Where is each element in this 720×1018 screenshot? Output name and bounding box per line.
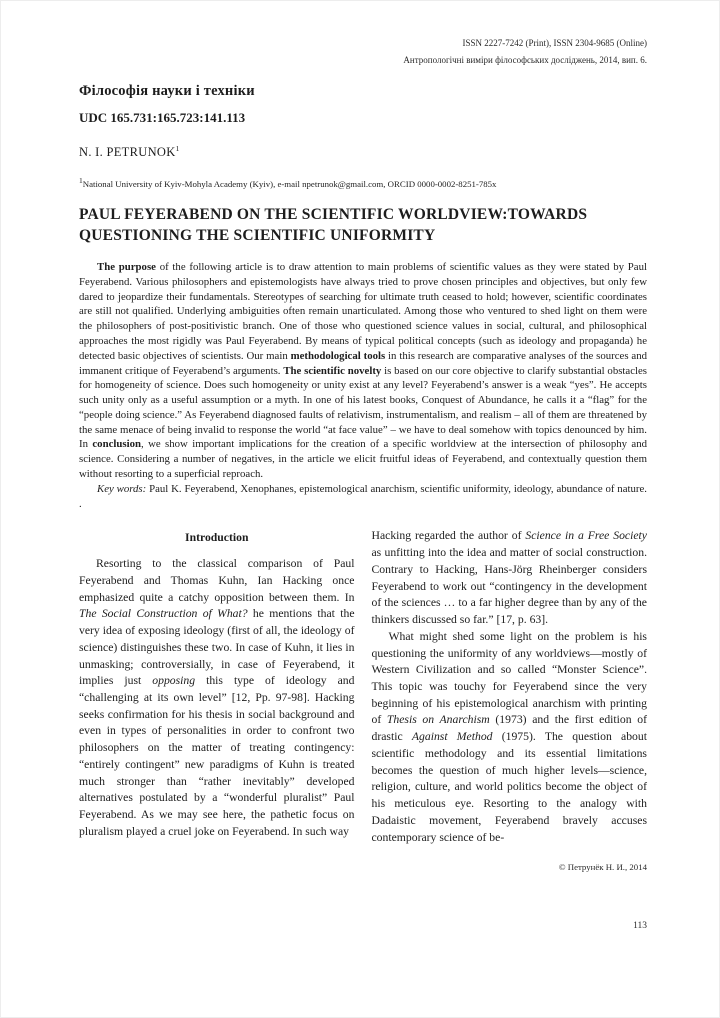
right-column-paragraph — [372, 528, 648, 628]
page-footer — [79, 921, 647, 1017]
abstract-text-run: of the following article is to draw attention to main problems of scientific values as they were stated by Paul Feyerabend. Various philosophers and epistemologists have always tried to prove chosen principles and objectives, but only few dared to jeopardize their fundamentals. Stereotypes of searching for ultimate truth ceased to hold; however, scientific coordinates are still not qualified. Underlying ambiguities often remain unarticulated. Among those who ventured to shed light on them were the philosophers of post-positivistic branch. One of those who questioned science values in social, cultural, and philosophical approaches the most rigidly was Paul Feyerabend. By means of typical political concepts (such as ideology and propaganda) he detected basic objectives of scientists. Our main — [79, 261, 647, 362]
abstract-text-run: is based on our core objective to clarify substantial obstacles for homogeneity of science. Does such homogeneity or unity exist at any level? Feyerabend’s answer is a weak “yes”. He accepts such unity only as a useful assumption or a myth. In one of his latest books, Conquest of Abundance, he calls it a “flag” for the “people doing science.” As Feyerabend diagnosed faults of relativism, instrumentalism, and realism – all of them are threatened by the same menace of being invalid to response the world “at face value” – we have to deal somehow with topics denounced by him. In — [79, 364, 648, 451]
left-column-paragraph — [79, 556, 355, 840]
introduction-heading: Introduction — [185, 531, 249, 545]
abstract-term-conclusion: conclusion — [92, 438, 141, 451]
author-affiliation — [79, 176, 647, 189]
book-title-thesis-on-anarchism: Thesis on Anarchism — [386, 713, 490, 727]
right-column-paragraph — [372, 629, 648, 847]
body-text-run: (1975). The question about scientific methodology and its essential limitations becomes the question of much higher levels—science, religion, culture, and world politics become the object of his meticulous eye. Resorting to the analogy with Dadaistic movement, Feyerabend bravely accuses contemporary science of be- — [371, 730, 647, 844]
body-text-run: Resorting to the classical comparison of Paul Feyerabend and Thomas Kuhn, Ian Hacking once emphasized quite a catchy opposition between them. In — [79, 557, 355, 604]
book-title-social-construction: The Social Construction of What? — [79, 607, 248, 621]
keywords-label: Key words: — [97, 482, 147, 495]
abstract-text-run: in this research are comparative analyses of the sources and immanent critique of Feyerabend’s arguments. — [79, 349, 647, 377]
keywords-text: Paul K. Feyerabend, Xenophanes, epistemological anarchism, scientific uniformity, ideology, abundance of nature. . — [79, 482, 647, 510]
body-text-run: this type of ideology and “challenging at its own level” [12, Pp. 97-98]. Hacking seeks confirmation for his thesis in social background and even in types of personalities in order to confront two philosophers on the matter of treating contingency: “entirely contingent” new paradigms of Kuhn is treated much stronger than “rather inevitably” developed alternatives postulated by a “wonderful pluralist” Paul Feyerabend. As we may see here, the pathetic focus on pluralism played a cruel joke on Feyerabend. In such way — [79, 674, 355, 838]
journal-issue-line: Антропологічні виміри філософських досліджень, 2014, вип. 6. — [403, 55, 647, 66]
author-name — [79, 144, 647, 160]
abstract-paragraph — [79, 260, 647, 482]
journal-section-title: Філософія науки і техніки — [79, 83, 255, 100]
issn-line: ISSN 2227-7242 (Print), ISSN 2304-9685 (Online) — [462, 38, 647, 48]
abstract-term-methodological-tools: methodological tools — [290, 349, 386, 362]
emphasis-opposing: opposing — [152, 674, 196, 688]
body-text-run: he mentions that the very idea of exposing ideology (first of all, the ideology of science) distinguishes these two. In case of Kuhn, it lies in unmasking; controversially, in case of Feyerabend, it implies just — [79, 607, 355, 688]
affiliation-text: National University of Kyiv-Mohyla Academy (Kyiv), e-mail npetrunok@gmail.com, ORCID 0000-0002-8251-785x — [82, 179, 497, 190]
abstract-term-purpose: The purpose — [97, 261, 156, 274]
keywords-paragraph — [79, 482, 647, 512]
author-name-text: N. I. PETRUNOK — [79, 145, 176, 160]
book-title-science-free-society: Science in a Free Society — [525, 529, 647, 543]
article-title: PAUL FEYERABEND ON THE SCIENTIFIC WORLDVIEW:TOWARDS QUESTIONING THE SCIENTIFIC UNIFORMITY — [79, 206, 588, 245]
page-header — [79, 35, 647, 69]
affiliation-footnote-marker: 1 — [79, 176, 83, 186]
two-column-body — [79, 528, 647, 874]
book-title-against-method: Against Method — [411, 730, 493, 744]
left-column — [79, 528, 355, 874]
body-text-run: Hacking regarded the author of — [371, 529, 526, 543]
abstract-text-run: , we show important implications for the creation of a specific worldview at the intersection of philosophy and science. Considering a number of negatives, in the article we elicit fruitful ideas of Feyerabend, and contextually question them without resorting to a superficial reproach. — [79, 438, 647, 481]
abstract-term-scientific-novelty: The scientific novelty — [283, 364, 382, 377]
body-text-run: as unfitting into the idea and matter of social construction. Contrary to Hacking, Hans-Jörg Rheinberger considers Feyerabend to work out “contingency in the development of the sciences … to a far higher degree than by any of the thinkers discussed so far.” [17, p. 63]. — [371, 546, 647, 627]
copyright-line: © Петрунёк Н. И., 2014 — [558, 862, 647, 873]
udc-code: UDC 165.731:165.723:141.113 — [79, 110, 246, 126]
page-number: 113 — [633, 921, 647, 931]
right-column — [372, 528, 648, 874]
body-text-run: (1973) and the first edition of drastic — [371, 713, 647, 744]
body-text-run: What might shed some light on the problem is his questioning the uniformity of any worldviews—mostly of Western Civilization and so called “Monster Science”. This topic was touchy for Feyerabend since the very beginning of his epistemological anarchism with printing of — [371, 629, 647, 727]
author-footnote-marker: 1 — [175, 144, 180, 154]
